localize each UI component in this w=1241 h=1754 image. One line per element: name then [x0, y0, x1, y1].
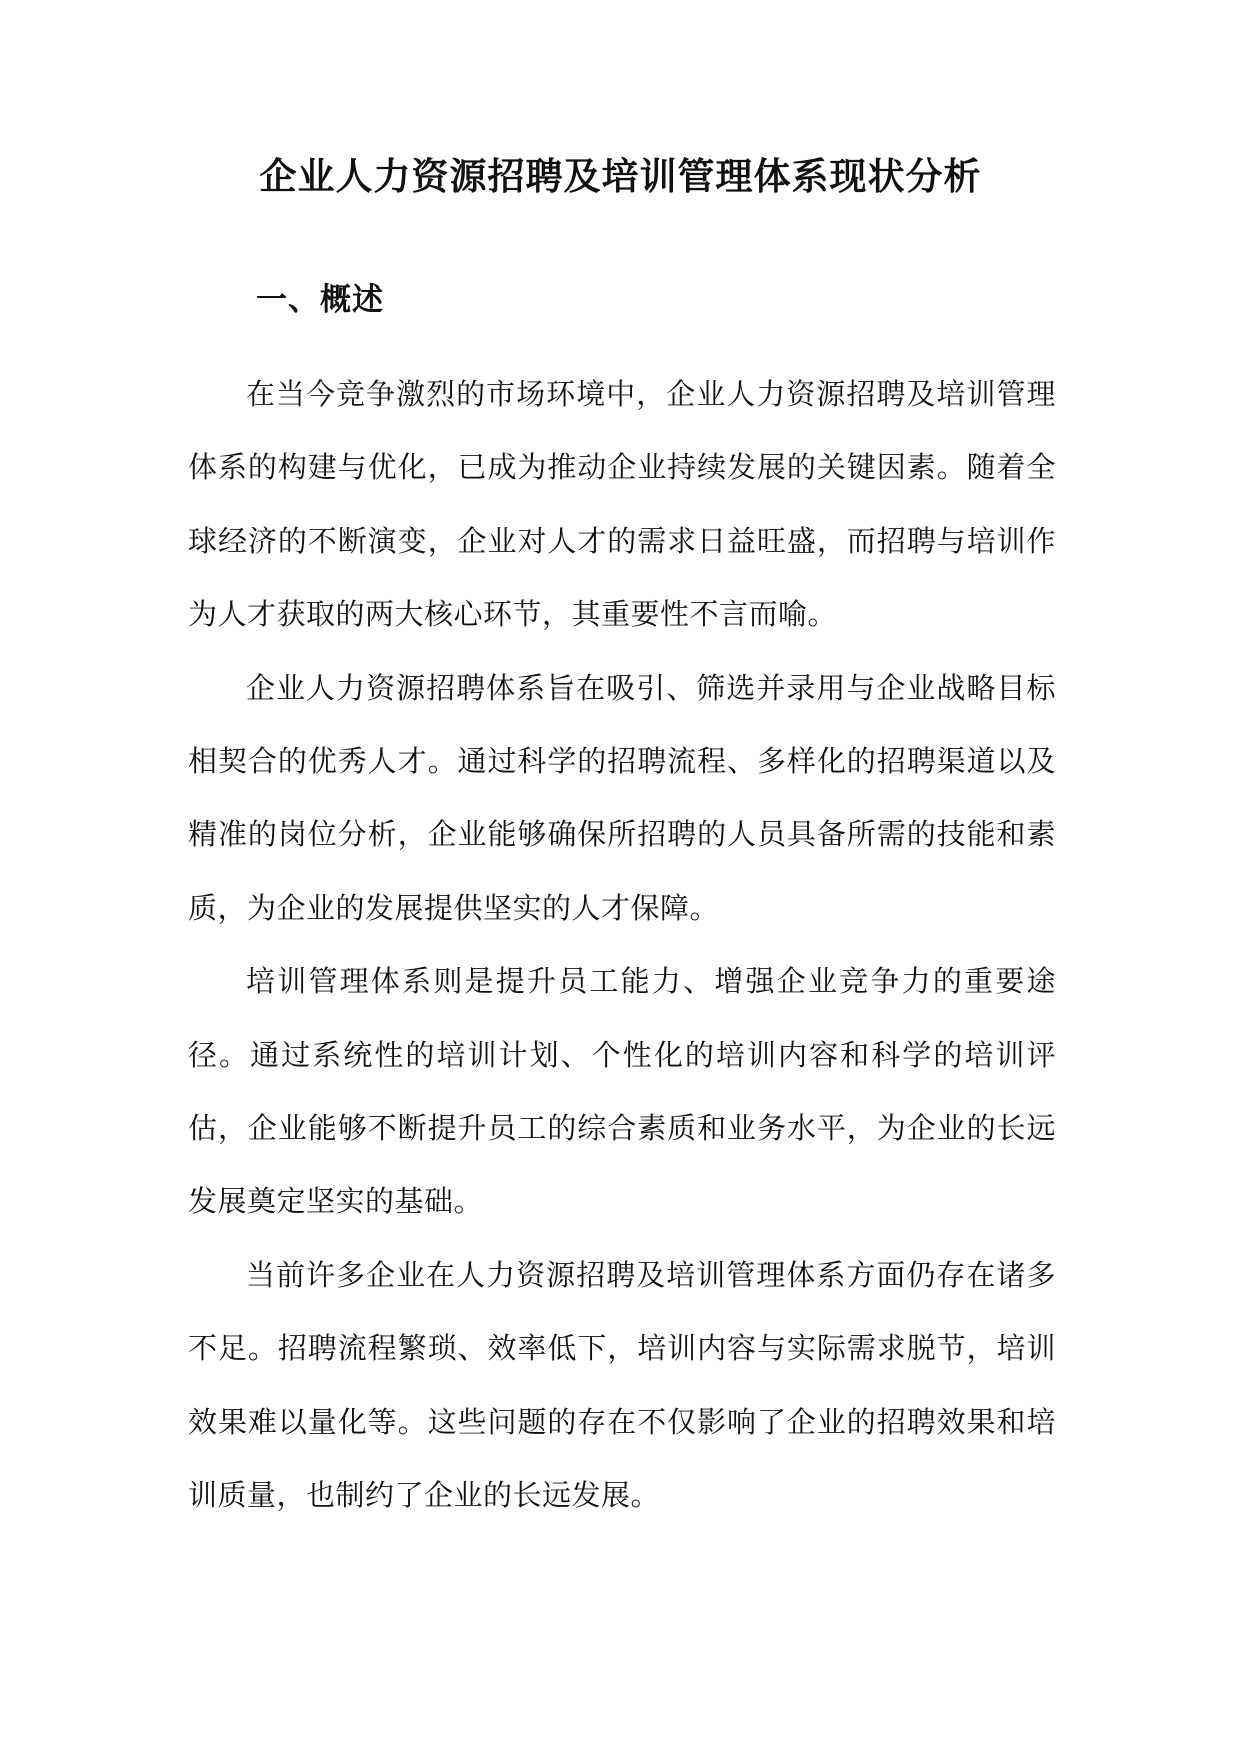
paragraph-3: 培训管理体系则是提升员工能力、增强企业竞争力的重要途径。通过系统性的培训计划、个性化的培训内容和科学的培训评估，企业能够不断提升员工的综合素质和业务水平，为企业的长远发展奠定坚实的基础。 [188, 964, 1056, 1219]
document-title: 企业人力资源招聘及培训管理体系现状分析 [259, 154, 982, 198]
section-body [188, 358, 1056, 1533]
paragraph-4: 当前许多企业在人力资源招聘及培训管理体系方面仍存在诸多不足。招聘流程繁琐、效率低下，培训内容与实际需求脱节，培训效果难以量化等。这些问题的存在不仅影响了企业的招聘效果和培训质量，也制约了企业的长远发展。 [188, 1257, 1056, 1513]
section-heading: 一、概述 [256, 282, 384, 318]
paragraph-1: 在当今竞争激烈的市场环境中，企业人力资源招聘及培训管理体系的构建与优化，已成为推动企业持续发展的关键因素。随着全球经济的不断演变，企业对人才的需求日益旺盛，而招聘与培训作为人才获取的两大核心环节，其重要性不言而喻。 [188, 377, 1056, 632]
paragraph-2: 企业人力资源招聘体系旨在吸引、筛选并录用与企业战略目标相契合的优秀人才。通过科学的招聘流程、多样化的招聘渠道以及精准的岗位分析，企业能够确保所招聘的人员具备所需的技能和素质，为企业的发展提供坚实的人才保障。 [188, 670, 1056, 925]
